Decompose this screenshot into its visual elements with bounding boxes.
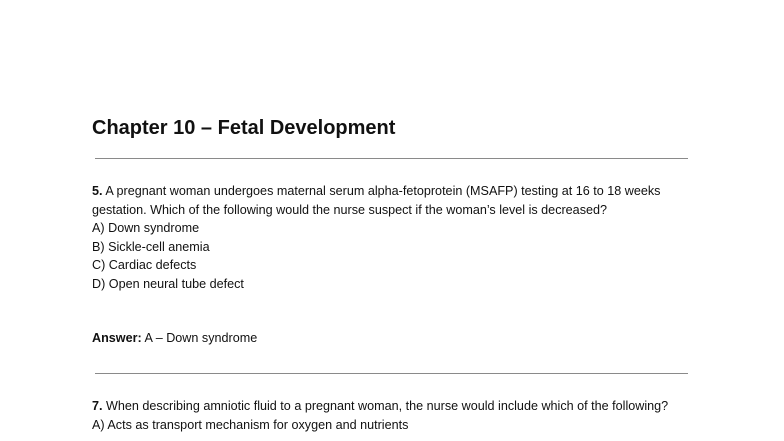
answer-options [92,219,692,293]
option-c: C) Cardiac defects [92,258,197,273]
question-7-stem [92,397,692,416]
section-divider [95,158,688,159]
option-a: A) Acts as transport mechanism for oxygen and nutrients [92,417,409,432]
answer-options [92,416,692,435]
option-a: A) Down syndrome [92,221,200,236]
answer-value: A – Down syndrome [144,331,258,345]
option-d: D) Open neural tube defect [92,276,244,291]
question-text: A pregnant woman undergoes maternal serum alpha-fetoprotein (MSAFP) testing at 16 to 18 weeks gestation. Which of the following would the nurse suspect if the woman’s level is decreased? [92,184,661,217]
question-5-stem [92,182,692,219]
answer-label: Answer: [92,331,142,345]
section-divider [95,373,688,374]
chapter-title: Chapter 10 – Fetal Development [92,117,396,139]
question-number: 7. [92,399,103,413]
answer-line [92,329,257,348]
option-b: B) Sickle-cell anemia [92,239,210,254]
question-7 [92,397,692,434]
question-number: 5. [92,184,103,198]
question-text: When describing amniotic fluid to a pregnant woman, the nurse would include which of the following? [106,399,669,413]
question-5 [92,182,692,294]
